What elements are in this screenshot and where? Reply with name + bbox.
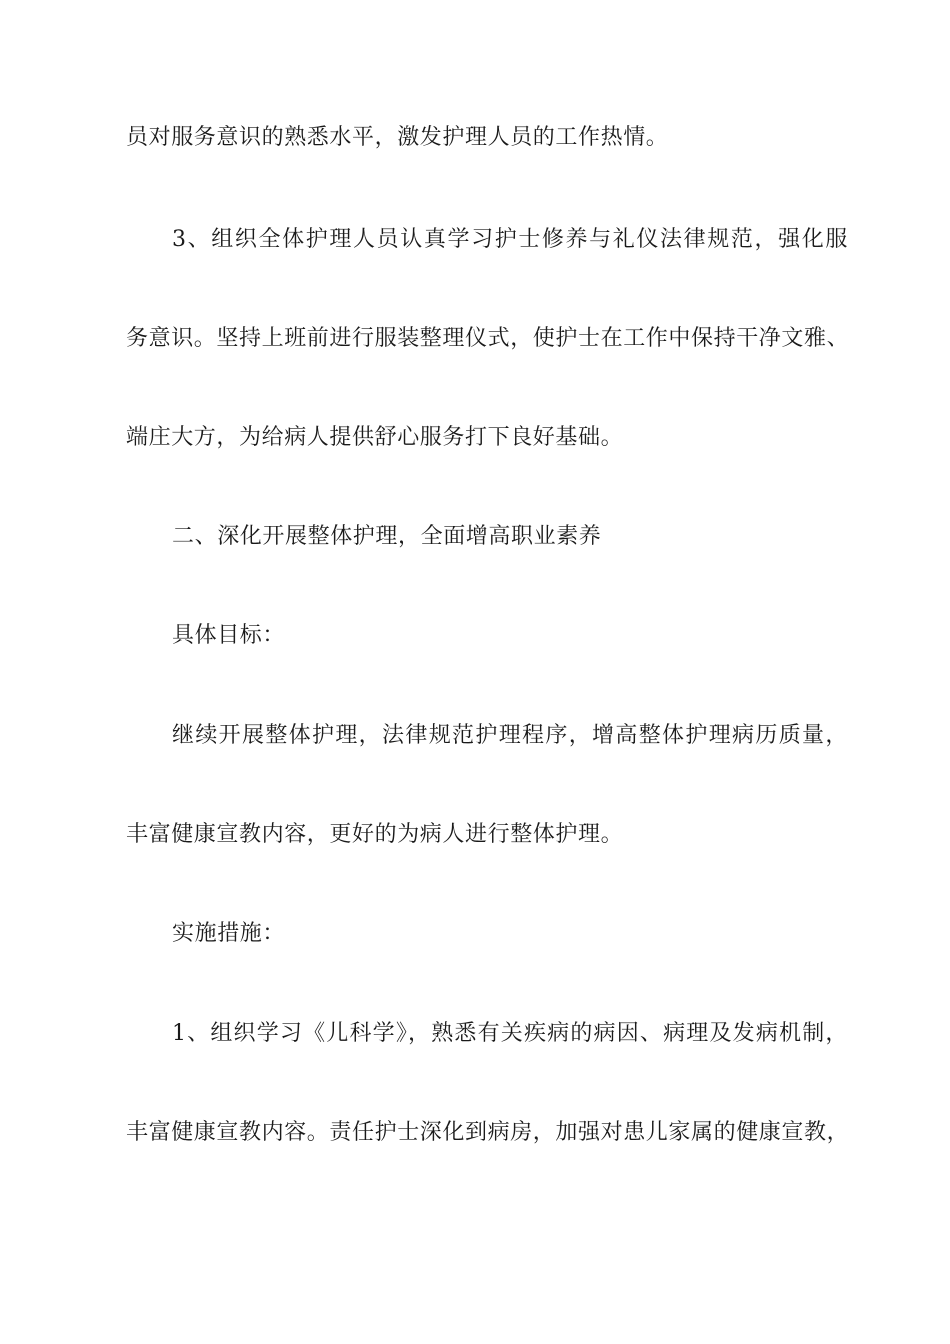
text-line-2: 3、组织全体护理人员认真学习护士修养与礼仪法律规范，强化服 — [172, 227, 848, 252]
text-line-10: 1、组织学习《儿科学》，熟悉有关疾病的病因、病理及发病机制， — [172, 1021, 848, 1046]
subheading-measures: 实施措施： — [172, 921, 286, 946]
text-line-7: 继续开展整体护理，法律规范护理程序，增高整体护理病历质量， — [172, 723, 848, 748]
text-line-11: 丰富健康宣教内容。责任护士深化到病房，加强对患儿家属的健康宣教， — [126, 1120, 850, 1145]
text-line-3: 务意识。坚持上班前进行服装整理仪式，使护士在工作中保持干净文雅、 — [126, 326, 850, 351]
section-heading: 二、深化开展整体护理，全面增高职业素养 — [172, 524, 602, 549]
text-line-8: 丰富健康宣教内容，更好的为病人进行整体护理。 — [126, 822, 624, 847]
text-line-4: 端庄大方，为给病人提供舒心服务打下良好基础。 — [126, 425, 624, 450]
text-line-1: 员对服务意识的熟悉水平，激发护理人员的工作热情。 — [126, 125, 669, 150]
subheading-goal: 具体目标： — [172, 623, 286, 648]
